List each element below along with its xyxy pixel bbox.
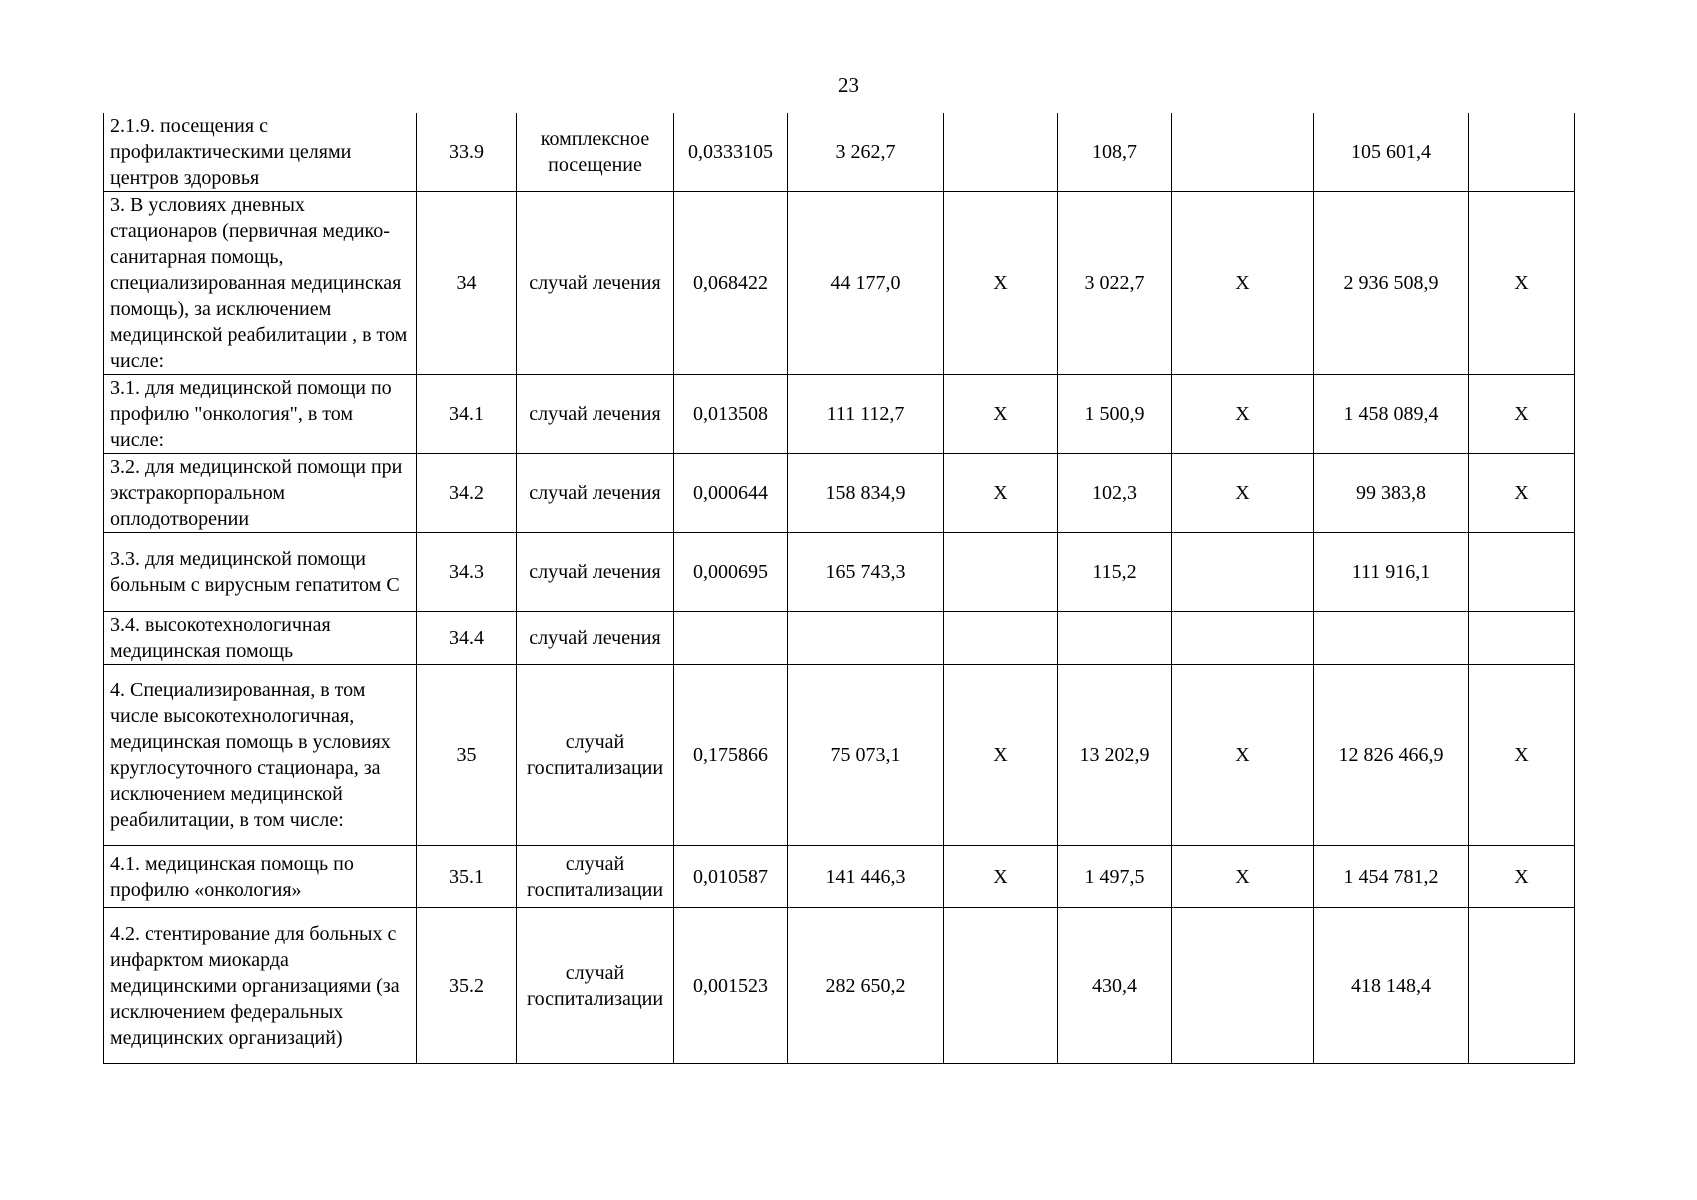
table-row [104,612,1575,665]
row-cost-cell: 3 262,7 [788,113,944,192]
data-table [103,113,1575,1064]
row-code-cell: 34.2 [417,454,517,533]
table-row [104,533,1575,612]
row-col7-cell: 1 497,5 [1058,846,1172,908]
row-code-cell: 35.1 [417,846,517,908]
row-col8-cell [1172,533,1314,612]
row-name-cell: 3. В условиях дневных стационаров (первичная медико-санитарная помощь, специализированная медицинская помощь), за исключением медицинской реабилитации , в том числе: [104,192,417,375]
row-col8-cell [1172,908,1314,1064]
row-name-cell: 3.4. высокотехнологичная медицинская помощь [104,612,417,665]
row-unit-cell: комплексное посещение [517,113,674,192]
table-row [104,665,1575,846]
row-name-cell: 4. Специализированная, в том числе высокотехнологичная, медицинская помощь в условиях круглосуточного стационара, за исключением медицинской реабилитации, в том числе: [104,665,417,846]
row-col10-cell: X [1469,846,1575,908]
row-col10-cell [1469,113,1575,192]
row-col7-cell: 1 500,9 [1058,375,1172,454]
row-col6-cell: X [944,192,1058,375]
row-norm-cell: 0,068422 [674,192,788,375]
table-row [104,375,1575,454]
table-row [104,846,1575,908]
row-col7-cell: 108,7 [1058,113,1172,192]
row-code-cell: 35.2 [417,908,517,1064]
row-unit-cell: случай лечения [517,454,674,533]
row-col6-cell [944,533,1058,612]
row-unit-cell: случай лечения [517,612,674,665]
row-col8-cell: X [1172,375,1314,454]
row-col6-cell: X [944,665,1058,846]
row-code-cell: 34.4 [417,612,517,665]
row-unit-cell: случай лечения [517,192,674,375]
row-col7-cell: 430,4 [1058,908,1172,1064]
row-norm-cell: 0,013508 [674,375,788,454]
row-unit-cell: случай госпитализации [517,665,674,846]
row-col10-cell [1469,612,1575,665]
row-name-cell: 2.1.9. посещения с профилактическими целями центров здоровья [104,113,417,192]
row-code-cell: 34.3 [417,533,517,612]
row-col7-cell: 102,3 [1058,454,1172,533]
row-norm-cell: 0,000644 [674,454,788,533]
row-cost-cell: 165 743,3 [788,533,944,612]
row-code-cell: 33.9 [417,113,517,192]
row-col9-cell [1314,612,1469,665]
row-norm-cell [674,612,788,665]
row-cost-cell: 75 073,1 [788,665,944,846]
row-col7-cell [1058,612,1172,665]
row-col6-cell [944,612,1058,665]
row-col6-cell: X [944,375,1058,454]
row-col9-cell: 99 383,8 [1314,454,1469,533]
row-col8-cell [1172,113,1314,192]
row-col8-cell: X [1172,192,1314,375]
row-col7-cell: 115,2 [1058,533,1172,612]
row-col9-cell: 105 601,4 [1314,113,1469,192]
row-unit-cell: случай лечения [517,375,674,454]
row-cost-cell: 44 177,0 [788,192,944,375]
row-cost-cell: 111 112,7 [788,375,944,454]
row-cost-cell: 141 446,3 [788,846,944,908]
row-unit-cell: случай госпитализации [517,908,674,1064]
row-name-cell: 3.3. для медицинской помощи больным с вирусным гепатитом С [104,533,417,612]
row-col9-cell: 2 936 508,9 [1314,192,1469,375]
table-row [104,113,1575,192]
row-code-cell: 34 [417,192,517,375]
row-col6-cell [944,908,1058,1064]
row-col10-cell [1469,908,1575,1064]
row-code-cell: 35 [417,665,517,846]
table-row [104,454,1575,533]
row-norm-cell: 0,000695 [674,533,788,612]
row-cost-cell [788,612,944,665]
row-code-cell: 34.1 [417,375,517,454]
table-row [104,908,1575,1064]
row-name-cell: 4.2. стентирование для больных с инфарктом миокарда медицинскими организациями (за исключением федеральных медицинских организаций) [104,908,417,1064]
row-name-cell: 3.2. для медицинской помощи при экстракорпоральном оплодотворении [104,454,417,533]
row-col10-cell: X [1469,454,1575,533]
row-col9-cell: 1 454 781,2 [1314,846,1469,908]
row-unit-cell: случай лечения [517,533,674,612]
row-col9-cell: 12 826 466,9 [1314,665,1469,846]
row-col10-cell: X [1469,375,1575,454]
row-norm-cell: 0,175866 [674,665,788,846]
row-col6-cell [944,113,1058,192]
row-col6-cell: X [944,454,1058,533]
row-name-cell: 4.1. медицинская помощь по профилю «онкология» [104,846,417,908]
row-col6-cell: X [944,846,1058,908]
row-col8-cell [1172,612,1314,665]
row-norm-cell: 0,0333105 [674,113,788,192]
row-col9-cell: 111 916,1 [1314,533,1469,612]
row-col10-cell: X [1469,192,1575,375]
row-norm-cell: 0,001523 [674,908,788,1064]
row-name-cell: 3.1. для медицинской помощи по профилю "онкология", в том числе: [104,375,417,454]
row-col10-cell: X [1469,665,1575,846]
row-unit-cell: случай госпитализации [517,846,674,908]
row-col10-cell [1469,533,1575,612]
table-body [104,113,1575,1064]
row-cost-cell: 158 834,9 [788,454,944,533]
row-norm-cell: 0,010587 [674,846,788,908]
row-cost-cell: 282 650,2 [788,908,944,1064]
row-col7-cell: 3 022,7 [1058,192,1172,375]
table-row [104,192,1575,375]
row-col8-cell: X [1172,454,1314,533]
row-col9-cell: 418 148,4 [1314,908,1469,1064]
row-col8-cell: X [1172,665,1314,846]
row-col7-cell: 13 202,9 [1058,665,1172,846]
page-number: 23 [838,73,859,97]
row-col9-cell: 1 458 089,4 [1314,375,1469,454]
row-col8-cell: X [1172,846,1314,908]
